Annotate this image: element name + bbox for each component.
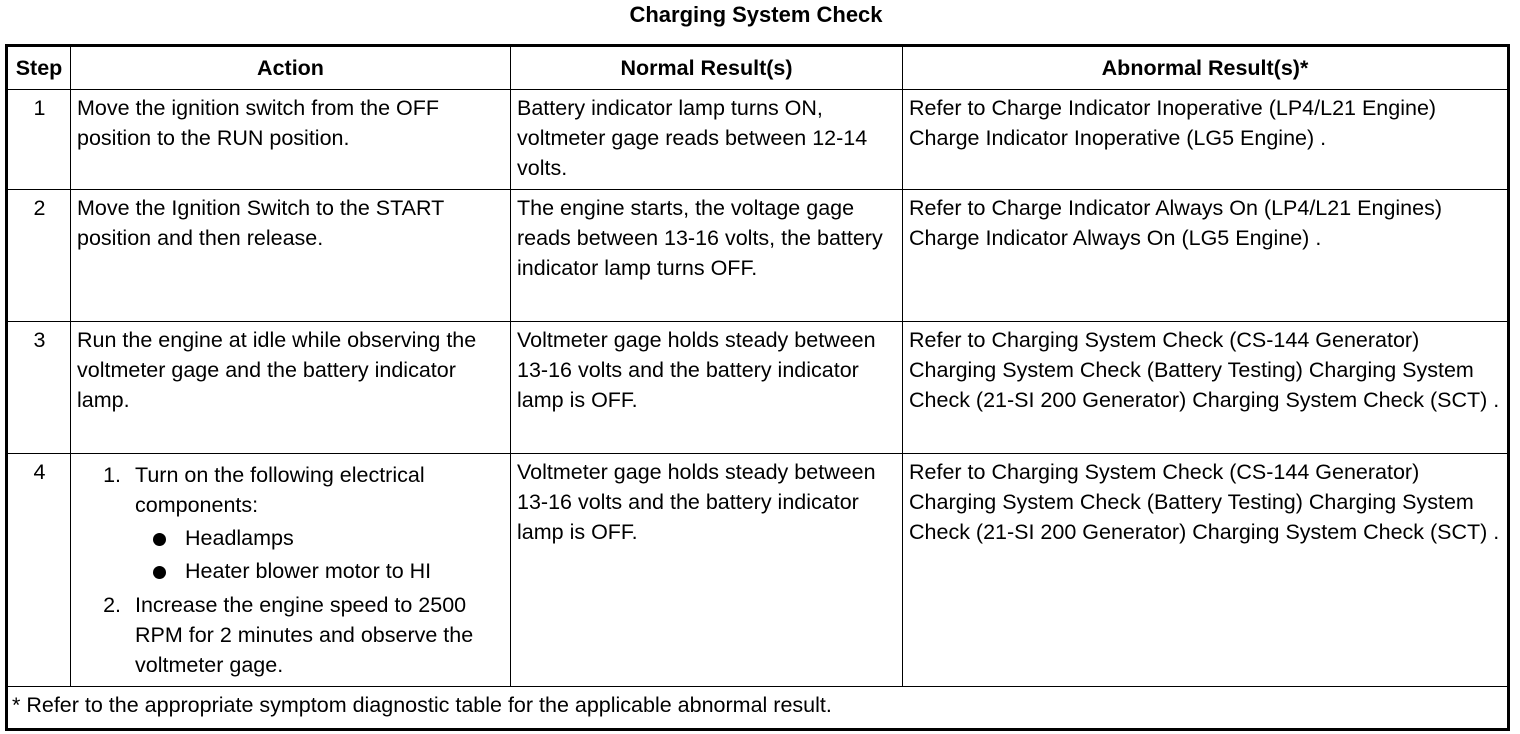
table-row bbox=[7, 190, 1509, 322]
column-header-step: Step bbox=[7, 46, 71, 90]
action-step bbox=[127, 590, 505, 680]
action-step-text: Turn on the following electrical components: bbox=[135, 463, 425, 517]
action-cell: Move the Ignition Switch to the START position and then release. bbox=[71, 190, 511, 322]
column-header-abnormal-results: Abnormal Result(s)* bbox=[903, 46, 1509, 90]
abnormal-result-cell: Refer to Charging System Check (CS-144 Generator) Charging System Check (Battery Testing) Charging System Check (21-SI 200 Generator) Charging System Check (SCT) . bbox=[903, 322, 1509, 454]
table-row bbox=[7, 322, 1509, 454]
column-header-action: Action bbox=[71, 46, 511, 90]
page-title: Charging System Check bbox=[629, 2, 883, 27]
action-step bbox=[127, 460, 505, 588]
bullet-item bbox=[151, 555, 505, 588]
action-cell bbox=[71, 454, 511, 687]
bullet-text: Headlamps bbox=[185, 526, 294, 550]
column-header-normal-results: Normal Result(s) bbox=[511, 46, 903, 90]
table-header-row bbox=[7, 46, 1509, 90]
charging-system-check-table bbox=[5, 44, 1510, 731]
abnormal-result-cell: Refer to Charge Indicator Always On (LP4/L21 Engines) Charge Indicator Always On (LG5 Engine) . bbox=[903, 190, 1509, 322]
step-number: 4 bbox=[7, 454, 71, 687]
action-cell: Run the engine at idle while observing the voltmeter gage and the battery indicator lamp. bbox=[71, 322, 511, 454]
bullet-icon bbox=[153, 533, 166, 546]
step-number: 1 bbox=[7, 90, 71, 190]
normal-result-cell: Battery indicator lamp turns ON, voltmeter gage reads between 12-14 volts. bbox=[511, 90, 903, 190]
step-number: 2 bbox=[7, 190, 71, 322]
table-row bbox=[7, 454, 1509, 687]
action-cell: Move the ignition switch from the OFF position to the RUN position. bbox=[71, 90, 511, 190]
bullet-text: Heater blower motor to HI bbox=[185, 559, 432, 583]
bullet-item bbox=[151, 522, 505, 555]
footnote-row bbox=[7, 687, 1509, 730]
abnormal-result-cell: Refer to Charge Indicator Inoperative (LP4/L21 Engine) Charge Indicator Inoperative (LG5 Engine) . bbox=[903, 90, 1509, 190]
footnote: * Refer to the appropriate symptom diagnostic table for the applicable abnormal result. bbox=[7, 687, 1509, 730]
normal-result-cell: The engine starts, the voltage gage reads between 13-16 volts, the battery indicator lamp turns OFF. bbox=[511, 190, 903, 322]
action-steps-list bbox=[77, 460, 505, 680]
bullet-icon bbox=[153, 566, 166, 579]
step-number: 3 bbox=[7, 322, 71, 454]
normal-result-cell: Voltmeter gage holds steady between 13-16 volts and the battery indicator lamp is OFF. bbox=[511, 454, 903, 687]
normal-result-cell: Voltmeter gage holds steady between 13-16 volts and the battery indicator lamp is OFF. bbox=[511, 322, 903, 454]
table-row bbox=[7, 90, 1509, 190]
abnormal-result-cell: Refer to Charging System Check (CS-144 Generator) Charging System Check (Battery Testing) Charging System Check (21-SI 200 Generator) Charging System Check (SCT) . bbox=[903, 454, 1509, 687]
action-step-text: Increase the engine speed to 2500 RPM for 2 minutes and observe the voltmeter gage. bbox=[135, 593, 474, 677]
component-bullet-list bbox=[135, 522, 505, 588]
